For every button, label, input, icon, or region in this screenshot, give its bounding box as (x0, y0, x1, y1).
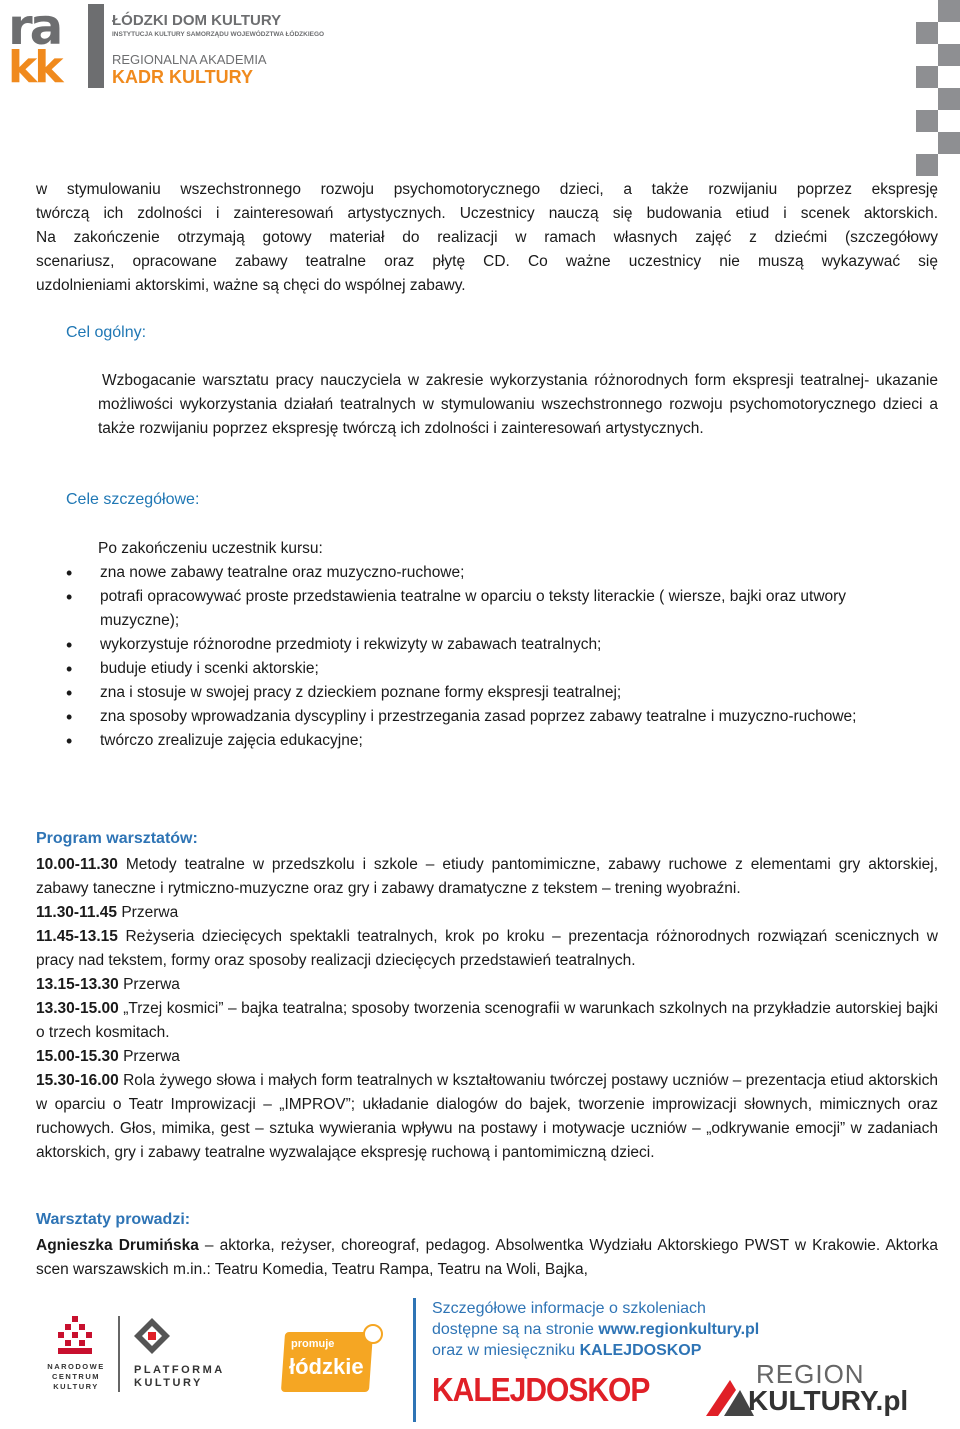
program-text: Przerwa (121, 904, 179, 921)
pk-emblem-icon (134, 1318, 170, 1354)
info-line2-text: dostępne są na stronie (432, 1321, 599, 1338)
program-time: 15.00-15.30 (36, 1048, 119, 1065)
cele-list (36, 561, 886, 753)
nck-line: CENTRUM (52, 1372, 100, 1381)
program-block (36, 1069, 938, 1165)
region-text: REGION (756, 1359, 865, 1389)
program-time: 15.30-16.00 (36, 1072, 119, 1089)
program-block (36, 901, 938, 925)
nck-line: NARODOWE (47, 1362, 105, 1371)
cele-szczegolowe-heading: Cele szczegółowe: (66, 491, 200, 508)
list-item: • twórczo zrealizuje zajęcia edukacyjne; (36, 729, 886, 753)
program-time: 13.15-13.30 (36, 976, 119, 993)
info-line3-text: oraz w miesięczniku (432, 1342, 580, 1359)
list-item: • wykorzystuje różnorodne przedmioty i rekwizyty w zabawach teatralnych; (36, 633, 886, 657)
info-line (432, 1319, 812, 1340)
cele-intro: Po zakończeniu uczestnik kursu: (98, 540, 323, 557)
nck-line: KULTURY (53, 1382, 99, 1391)
prowadzacy-heading: Warsztaty prowadzi: (36, 1211, 191, 1228)
platforma-kultury-logo (118, 1316, 238, 1396)
kalejdoskop-logo: KALEJDOSKOP (432, 1372, 650, 1409)
pk-line: KULTURY (134, 1377, 203, 1389)
program-text: Metody teatralne w przedszkolu i szkole – etiudy pantomimiczne, zabawy ruchowe z elementami gry aktorskiej, zabawy taneczne i rytmiczno-muzyczne oraz gry i zabawy dramatyczne z tekstem – trening wyobraźni. (36, 856, 939, 897)
intro-line: w stymulowaniu wszechstronnego rozwoju psychomotorycznego dzieci, a także rozwijaniu poprzez ekspresję (36, 181, 938, 198)
program-time: 11.45-13.15 (36, 928, 118, 945)
program-text: Reżyseria dziecięcych spektakli teatralnych, krok po kroku – prezentacja różnorodnych rozwiązań scenicznych w pracy nad tekstem, formy oraz sposoby realizacji dziecięcych przedstawień teatralnych. (36, 928, 938, 969)
kultury-pl-text: KULTURY.pl (748, 1385, 909, 1416)
info-line: Szczegółowe informacje o szkoleniach (432, 1300, 706, 1317)
program-block (36, 853, 938, 901)
program-time: 10.00-11.30 (36, 856, 118, 873)
program-heading: Program warsztatów: (36, 830, 198, 847)
instructor-name: Agnieszka Drumińska (36, 1237, 199, 1254)
info-website-link[interactable]: www.regionkultury.pl (598, 1321, 760, 1338)
intro-line: scenariusz, opracowane zabawy teatralne oraz płytę CD. Co ważne uczestnicy nie muszą wykazywać się (36, 253, 938, 270)
program-block (36, 925, 938, 973)
logo-line2: INSTYTUCJA KULTURY SAMORZĄDU WOJEWÓDZTWA ŁÓDZKIEGO (112, 31, 325, 38)
cel-ogolny-text: Wzbogacanie warsztatu pracy nauczyciela w zakresie wykorzystania różnorodnych form ekspresji teatralnej- ukazanie możliwości wykorzystania działań teatralnych w stymulowaniu wszechstronnego rozwoju psychomotorycznego dzieci a także rozwijaniu poprzez ekspresję twórczą ich zdolności i zainteresowań artystycznych. (98, 372, 938, 437)
lodzkie-coin-icon (363, 1324, 383, 1344)
program-text: „Trzej kosmici” – bajka teatralna; sposoby tworzenia scenografii w warunkach szkolnych na przykładzie autorskiej bajki o trzech kosmitach. (36, 1000, 939, 1041)
program-body (36, 853, 938, 1165)
program-block (36, 997, 938, 1045)
program-text: Przerwa (123, 1048, 180, 1065)
nck-emblem-icon (56, 1316, 94, 1354)
logo-bar (88, 4, 104, 88)
promuje-text: promuje (291, 1338, 335, 1350)
logo-line1: ŁÓDZKI DOM KULTURY (112, 12, 282, 29)
program-time: 13.30-15.00 (36, 1000, 119, 1017)
nck-logo (46, 1316, 106, 1396)
info-line (432, 1340, 812, 1361)
checker-decoration (898, 0, 960, 180)
logo-ra: ra (8, 0, 61, 56)
intro-line: Na zakończenie otrzymają gotowy materiał do realizacji w ramach własnych zajęć z dziećmi (szczegółowy (36, 229, 938, 246)
info-block (432, 1298, 812, 1361)
intro-paragraph (36, 178, 938, 298)
program-block (36, 1045, 938, 1069)
program-text: Przerwa (123, 976, 180, 993)
pk-text (134, 1364, 225, 1390)
program-block (36, 973, 938, 997)
rakk-logo (8, 0, 325, 93)
program-text: Rola żywego słowa i małych form teatralnych w kształtowaniu twórczej postawy uczniów – prezentacja etiud aktorskich w oparciu o Teatr Improwizacji – „IMPROV”; układanie dialogów do bajek, tworzenie improwizacji słownych, mimicznych oraz ruchowych. Głos, mimika, gest – sztuka wywierania wpływu na postawy i motywacje uczniów – „odkrywanie emocji” w zadaniach aktorskich, gry i zabawy teatralne wyzwalające ekspresję ruchową i pantomimiczną dzieci. (36, 1072, 938, 1161)
region-emblem-icon (706, 1372, 754, 1416)
list-item: • buduje etiudy i scenki aktorskie; (36, 657, 886, 681)
pk-divider (118, 1316, 120, 1392)
intro-line: twórczą ich zdolności i zainteresowań artystycznych. Uczestnicy nauczą się budowania etiud i scenek aktorskich. (36, 205, 938, 222)
nck-text (46, 1362, 106, 1392)
prowadzacy-text (36, 1234, 938, 1282)
list-item: • zna sposoby wprowadzania dyscypliny i przestrzegania zasad poprzez zabawy teatralne i muzyczno-ruchowe; (36, 705, 886, 729)
region-kultury-logo (706, 1359, 909, 1420)
logo-line3: REGIONALNA AKADEMIA (112, 52, 267, 67)
instructor-bio: – aktorka, reżyser, choreograf, pedagog. Absolwentka Wydziału Aktorskiego PWST w Krakowie. Aktorka scen warszawskich m.in.: Teatru Komedia, Teatru Rampa, Teatru na Woli, Bajka, (36, 1237, 938, 1278)
promuje-lodzkie-logo (283, 1322, 383, 1394)
program-time: 11.30-11.45 (36, 904, 118, 921)
lodzkie-text: łódzkie (289, 1354, 364, 1379)
list-item: • zna nowe zabawy teatralne oraz muzyczno-ruchowe; (36, 561, 886, 585)
footer-divider (413, 1298, 416, 1422)
info-magazine: KALEJDOSKOP (579, 1342, 702, 1359)
cel-ogolny-heading: Cel ogólny: (66, 324, 147, 341)
list-item: • zna i stosuje w swojej pracy z dzieckiem poznane formy ekspresji teatralnej; (36, 681, 886, 705)
logo-kk: kk (8, 42, 61, 93)
list-item: • potrafi opracowywać proste przedstawienia teatralne w oparciu o teksty literackie ( wiersze, bajki oraz utwory muzyczne); (36, 585, 886, 633)
intro-line: uzdolnieniami aktorskimi, ważne są chęci do wspólnej zabawy. (36, 277, 466, 294)
logo-line4: KADR KULTURY (112, 67, 253, 87)
pk-line: PLATFORMA (134, 1364, 225, 1376)
